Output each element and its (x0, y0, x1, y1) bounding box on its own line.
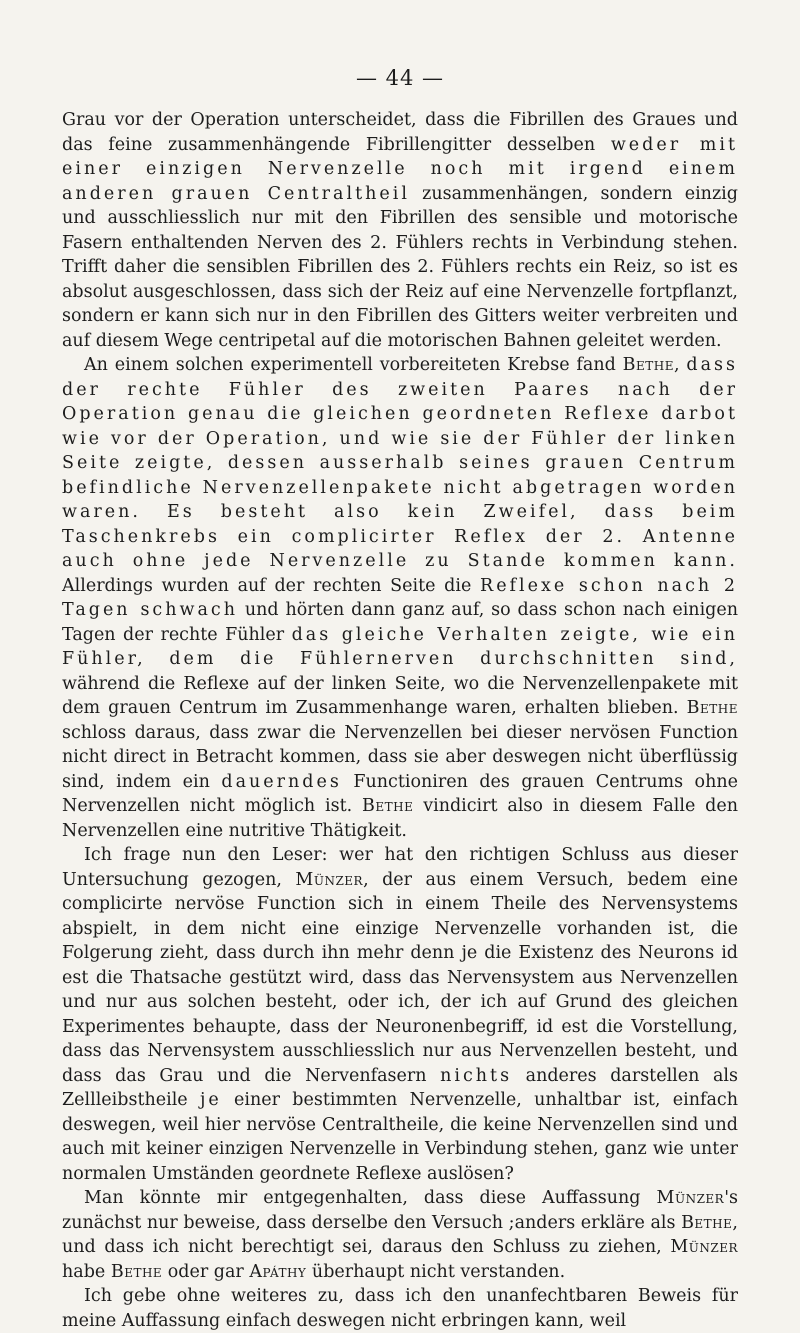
text-run: einer bestimmten Nervenzelle, unhaltbar ist, einfach deswegen, weil hier nervöse Centraltheile, die keine Nervenzellen sind und auch mit keiner einzigen Nervenzelle in Verbindung stehen, ganz wie unter normalen Umständen geordnete Reflexe auslösen? (62, 1090, 738, 1184)
text-run: während die Reflexe auf der linken Seite, wo die Nervenzellenpakete mit dem grauen Centrum im Zusammenhange waren, erhalten blieben. (62, 673, 738, 718)
text-run: überhaupt nicht verstanden. (306, 1261, 566, 1282)
text-run: anderes darstellen als Zellleibstheile (62, 1065, 738, 1110)
text-run: oder gar (162, 1261, 250, 1282)
body-text (62, 108, 738, 1333)
text-run: , der aus einem Versuch, bedem eine complicirte nervöse Function sich in einem Theile des Nervensystems abspielt, in dem nicht eine einzige Nervenzelle vorhanden ist, die Folgerung zieht, dass durch ihn mehr denn je die Existenz des Neurons id est die Thatsache gestützt wird, dass das Nervensystem aus Nervenzellen und nur aus solchen besteht, oder ich, der ich auf Grund des gleichen Experimentes behaupte, dass der Neuronenbegriff, id est die Vorstellung, dass das Nervensystem ausschliesslich nur aus Nervenzellen besteht, und dass das Grau und die Nervenfasern (62, 869, 738, 1086)
text-run: Grau vor der Operation unterscheidet, dass die Fibrillen des Graues und das feine zusammenhängende Fibrillengitter desselben (62, 110, 738, 155)
paragraph-1 (62, 108, 738, 353)
author-name: Münzer (295, 869, 364, 890)
paragraph-3 (62, 843, 738, 1186)
emphasis-spaced: Reflexe schon nach 2 Tagen schwach (62, 575, 738, 620)
emphasis-spaced: weder mit einer einzigen Nervenzelle noch mit irgend einem anderen grauen Centraltheil (62, 134, 739, 204)
paragraph-2 (62, 353, 738, 843)
text-run: habe (62, 1261, 111, 1282)
text-run: zusammenhängen, sondern einzig und ausschliesslich nur mit den Fibrillen des sensible und motorische Fasern enthaltenden Nerven des 2. Fühlers rechts in Verbindung stehen. Trifft daher die sensiblen Fibrillen des 2. Fühlers rechts ein Reiz, so ist es absolut ausgeschlossen, dass sich der Reiz auf eine Nervenzelle fortpflanzt, sondern er kann sich nur in den Fibrillen des Gitters weiter verbreiten und auf diesem Wege centripetal auf die motorischen Bahnen geleitet werden. (62, 183, 738, 351)
text-run: Man könnte mir entgegenhalten, dass diese Auffassung (84, 1188, 657, 1208)
author-name: Bethe (681, 1212, 733, 1233)
text-run: An einem solchen experimentell vorbereiteten Krebse fand (84, 355, 623, 375)
text-run: 's zunächst nur beweise, dass derselbe den Versuch ;anders erkläre als (62, 1188, 738, 1233)
emphasis-spaced: das gleiche Verhalten zeigte, wie ein Fühler, dem die Fühlernerven durchschnitten sind, (62, 624, 739, 669)
text-run: vindicirt also in diesem Falle den Nervenzellen eine nutritive Thätigkeit. (62, 796, 738, 841)
text-run: Ich gebe ohne weiteres zu, dass ich den unanfechtbaren Beweis für meine Auffassung einfach deswegen nicht erbringen kann, weil (62, 1286, 738, 1331)
author-name: Bethe (110, 1261, 163, 1282)
author-name: Münzer (656, 1188, 725, 1208)
text-run: schloss daraus, dass zwar die Nervenzellen bei dieser nervösen Function nicht direct in Betracht kommen, dass sie aber deswegen nicht überflüssig sind, indem ein (62, 722, 738, 792)
text-run: Ich frage nun den Leser: wer hat den richtigen Schluss aus dieser Untersuchung gezogen, (62, 845, 738, 890)
page-number: — 44 — (355, 66, 445, 90)
author-name: Bethe (362, 796, 414, 816)
text-run: , (673, 355, 687, 375)
text-run: Allerdings wurden auf der rechten Seite die (62, 575, 481, 596)
emphasis-spaced: dauerndes (221, 771, 342, 792)
emphasis-spaced: je (199, 1090, 222, 1110)
author-name: Bethe (622, 355, 674, 375)
author-name: Münzer (670, 1237, 738, 1257)
text-run: und hörten dann ganz auf, so dass schon nach einigen Tagen der rechte Fühler (62, 600, 738, 645)
text-run: , und dass ich nicht berechtigt sei, daraus den Schluss zu ziehen, (62, 1212, 738, 1257)
paragraph-4 (62, 1186, 738, 1284)
author-name: Bethe (686, 698, 738, 718)
paragraph-5 (62, 1284, 738, 1333)
emphasis-spaced: dass der rechte Fühler des zweiten Paares nach der Operation genau die gleichen geordneten Reflexe darbot wie vor der Operation, und wie sie der Fühler der linken Seite zeigte, dessen ausserhalb seines grauen Centrum befindliche Nervenzellenpakete nicht abgetragen worden waren. Es besteht also kein Zweifel, dass beim Taschenkrebs ein complicirter Reflex der 2. Antenne auch ohne jede Nervenzelle zu Stande kommen kann. (62, 355, 738, 571)
text-run: Functioniren des grauen Centrums ohne Nervenzellen nicht möglich ist. (62, 771, 738, 816)
author-name: Apáthy (249, 1261, 307, 1282)
emphasis-spaced: nichts (440, 1065, 513, 1086)
